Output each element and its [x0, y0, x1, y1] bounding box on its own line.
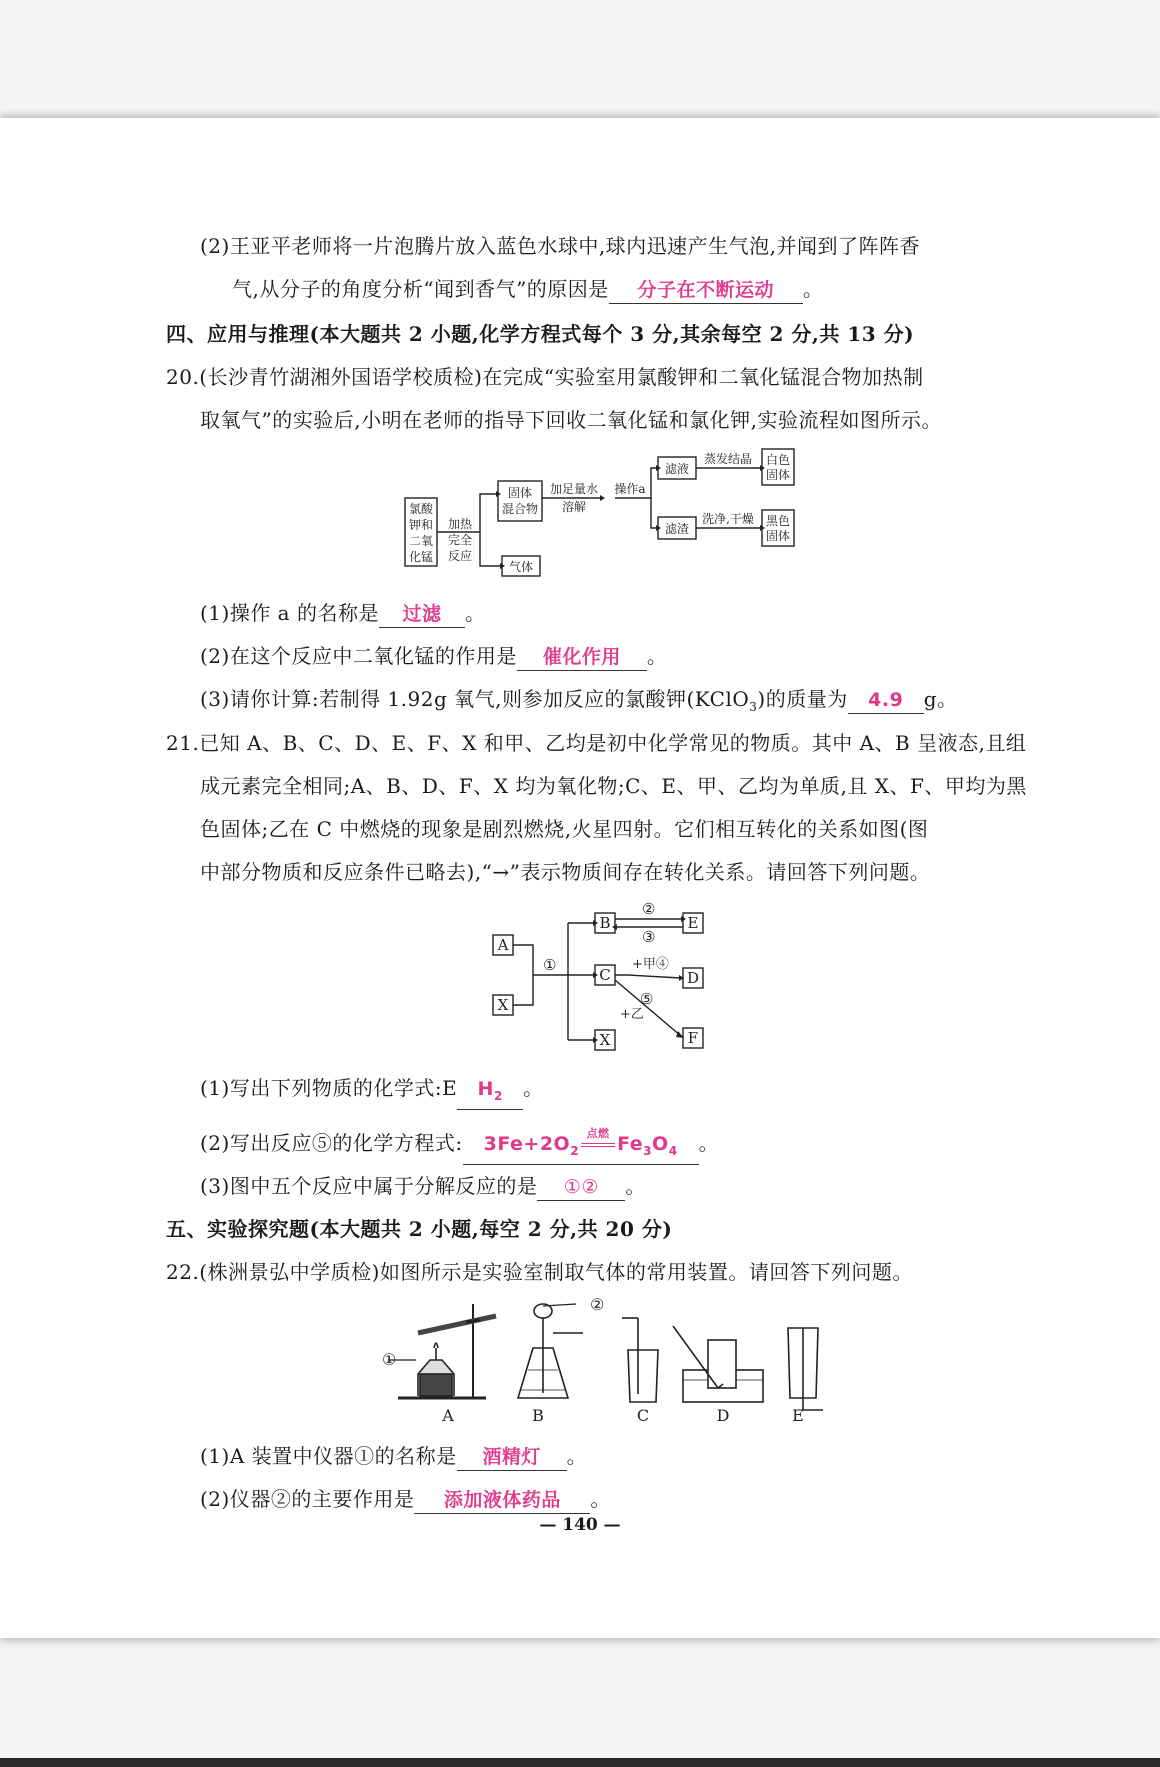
q21-part3-blank [537, 1173, 625, 1201]
q21-line3: 色固体;乙在 C 中燃烧的现象是剧烈燃烧,火星四射。它们相互转化的关系如图(图 [200, 817, 929, 841]
q20-part2-end: 。 [646, 644, 668, 668]
q20-part3-answer: 4.9 [868, 689, 904, 711]
eq-product-fe-sub: 3 [643, 1143, 653, 1158]
flow-water-l2: 溶解 [561, 500, 587, 514]
flow-black-l1: 黑色 [765, 514, 791, 528]
node-e: E [687, 914, 699, 932]
reaction-4: +甲④ [632, 957, 669, 972]
q20-part2-answer: 催化作用 [542, 646, 621, 668]
q22-part1 [200, 1440, 587, 1471]
flow-solid-l1: 固体 [507, 486, 533, 500]
q21-part1 [200, 1072, 544, 1110]
reaction-3: ③ [642, 928, 656, 946]
q20-flow-diagram [400, 446, 800, 582]
q20-part2-text: (2)在这个反应中二氧化锰的作用是 [200, 644, 517, 668]
q20-part3-blank [848, 686, 924, 714]
q20-part1-answer: 过滤 [402, 603, 442, 625]
eq-product-fe: Fe [617, 1133, 644, 1155]
q21-line4: 中部分物质和反应条件已略去),“→”表示物质间存在转化关系。请回答下列问题。 [200, 860, 931, 884]
flow-white-l2: 固体 [765, 468, 791, 482]
q21-part2-end: 。 [698, 1131, 720, 1155]
flow-residue: 滤渣 [664, 522, 690, 536]
node-c: C [599, 966, 611, 984]
node-f: F [687, 1029, 699, 1047]
q21-part1-text: (1)写出下列物质的化学式:E [200, 1076, 458, 1100]
q21-part1-answer [477, 1078, 503, 1103]
q20-part3-sub: 3 [749, 700, 758, 714]
q22-part2-end: 。 [590, 1487, 611, 1511]
flow-black-l2: 固体 [765, 529, 791, 543]
q20-part1 [200, 597, 485, 628]
section4-title: 四、应用与推理(本大题共 2 小题,化学方程式每个 3 分,其余每空 2 分,共 13 分) [166, 322, 915, 346]
q21-part3-answer: ①② [563, 1176, 599, 1198]
plus-yi: +乙 [620, 1007, 644, 1022]
reaction-2: ② [642, 900, 656, 918]
label-b: B [532, 1406, 544, 1424]
q20-part1-blank [379, 600, 465, 628]
q21-part3-end: 。 [625, 1174, 646, 1198]
q21-part2-text: (2)写出反应⑤的化学方程式: [200, 1131, 463, 1155]
flow-heat-l3: 反应 [447, 549, 473, 563]
flow-solid-l2: 混合物 [501, 502, 539, 516]
q20-line2: 取氧气”的实验后,小明在老师的指导下回收二氧化锰和氯化钾,实验流程如图所示。 [200, 408, 942, 432]
q22-part2-text: (2)仪器②的主要作用是 [200, 1487, 415, 1511]
q21-equation-blank [463, 1126, 699, 1165]
q22-part2-answer: 添加液体药品 [443, 1489, 561, 1511]
section5-title: 五、实验探究题(本大题共 2 小题,每空 2 分,共 20 分) [166, 1217, 673, 1241]
q21-part1-answer-sub: 2 [493, 1088, 503, 1103]
q20-part1-text: (1)操作 a 的名称是 [200, 601, 379, 625]
node-a: A [497, 936, 509, 954]
q19-part2-text: 气,从分子的角度分析“闻到香气”的原因是 [232, 277, 609, 301]
q21-part1-blank [457, 1075, 523, 1110]
q21-part3-text: (3)图中五个反应中属于分解反应的是 [200, 1174, 538, 1198]
node-x2: X [599, 1031, 611, 1049]
flow-filtrate: 滤液 [664, 462, 690, 476]
q20-part2-blank [517, 643, 647, 671]
flow-wash: 洗净,干燥 [702, 512, 754, 526]
label-e: E [792, 1406, 804, 1424]
label-d: D [716, 1406, 730, 1424]
eq-reactants-sub: 2 [570, 1143, 580, 1158]
q19-end: 。 [802, 277, 824, 301]
flow-start-l1: 氯酸 [408, 502, 434, 516]
q22-part2-blank [414, 1486, 590, 1514]
node-d: D [686, 969, 700, 987]
marker-1: ① [382, 1350, 397, 1369]
flow-gas: 气体 [508, 560, 534, 574]
reaction-1: ① [543, 956, 557, 974]
flow-start-l4: 化锰 [408, 550, 434, 564]
label-a: A [442, 1406, 454, 1424]
flow-start-l2: 钾和 [408, 518, 434, 532]
page-number: — 140 — [539, 1515, 621, 1535]
q20-part3-text-a: (3)请你计算:若制得 1.92g 氧气,则参加反应的氯酸钾(KClO [200, 687, 750, 711]
flow-heat-l1: 加热 [447, 517, 473, 531]
node-b: B [599, 914, 611, 932]
q21-part1-answer-main: H [477, 1078, 494, 1100]
flow-start-l3: 二氧 [408, 534, 434, 548]
q21-relation-diagram [480, 898, 720, 1056]
marker-2: ② [590, 1298, 605, 1314]
q19-answer-blank [609, 276, 803, 304]
q19-part2-line2 [232, 273, 823, 304]
eq-reactants: 3Fe+2O [483, 1133, 571, 1155]
q22-part1-answer: 酒精灯 [482, 1446, 541, 1468]
flow-op-a: 操作a [614, 482, 646, 496]
q20-line1: 20.(长沙青竹湖湘外国语学校质检)在完成“实验室用氯酸钾和二氧化锰混合物加热制 [166, 365, 924, 389]
q22-apparatus-diagram [378, 1298, 828, 1424]
flow-white-l1: 白色 [765, 453, 791, 467]
q21-part1-end: 。 [523, 1076, 544, 1100]
eq-double-line [581, 1143, 615, 1147]
q22-line1: 22.(株洲景弘中学质检)如图所示是实验室制取气体的常用装置。请回答下列问题。 [166, 1260, 913, 1284]
q22-part1-blank [457, 1443, 567, 1471]
q22-part1-text: (1)A 装置中仪器①的名称是 [200, 1444, 457, 1468]
q22-part1-end: 。 [566, 1444, 588, 1468]
q20-part3 [200, 683, 958, 714]
q21-part3 [200, 1170, 646, 1201]
q21-line2: 成元素完全相同;A、B、D、F、X 均为氧化物;C、E、甲、乙均为单质,且 X、F、甲均为黑 [200, 774, 1027, 798]
bottom-bar [0, 1758, 1160, 1767]
label-c: C [636, 1406, 650, 1424]
flow-heat-l2: 完全 [447, 533, 473, 547]
q20-part1-end: 。 [464, 601, 486, 625]
q21-equation [483, 1126, 678, 1158]
q21-line1: 21.已知 A、B、C、D、E、F、X 和甲、乙均是初中化学常见的物质。其中 A、B 呈液态,且组 [166, 731, 1027, 755]
q22-part2 [200, 1483, 611, 1514]
reaction-5: ⑤ [640, 990, 654, 1008]
flow-water-l1: 加足量水 [549, 482, 599, 496]
q19-part2-line1: (2)王亚平老师将一片泡腾片放入蓝色水球中,球内迅速产生气泡,并闻到了阵阵香 [200, 234, 921, 258]
eq-condition: 点燃 [586, 1126, 610, 1140]
eq-product-o-sub: 4 [668, 1143, 678, 1158]
q19-answer: 分子在不断运动 [637, 279, 775, 301]
q21-part2 [200, 1127, 719, 1165]
flow-evap: 蒸发结晶 [703, 452, 753, 466]
q20-part3-text-b: )的质量为 [757, 687, 848, 711]
eq-product-o: O [652, 1133, 669, 1155]
node-x: X [497, 996, 509, 1014]
q20-part3-unit: g。 [923, 687, 958, 711]
eq-condition-arrow [579, 1126, 617, 1155]
q20-part2 [200, 640, 667, 671]
